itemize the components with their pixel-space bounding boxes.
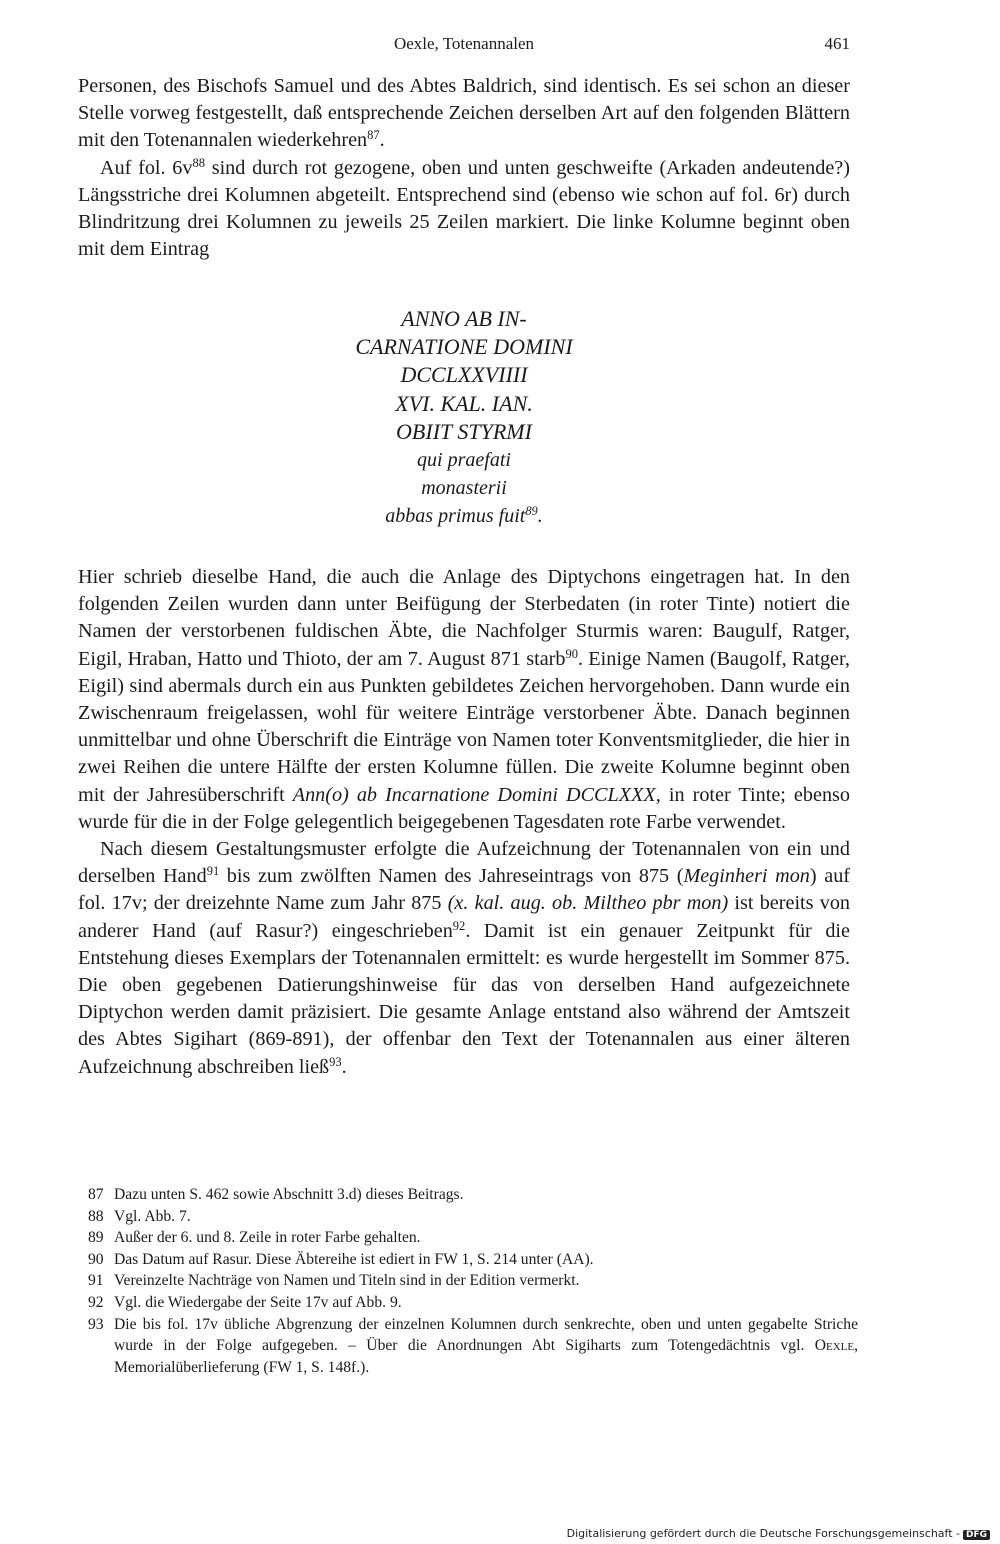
footnote-text: Vereinzelte Nachträge von Namen und Titeln sind in der Edition vermerkt. [114, 1272, 580, 1290]
footnote-text: Dazu unten S. 462 sowie Abschnitt 3.d) dieses Beitrags. [114, 1186, 464, 1203]
paragraph-text: . Einige Namen (Baugolf, Ratger, Eigil) sind abermals durch ein aus Punkten gebildetes Zeichen hervorgehoben. Dann wurde ein Zwischenraum freigelassen, wohl für weitere Einträge verstorbener Äbte. Danach beginnen unmittelbar und ohne Überschrift die Einträge von Namen toter Konventsmitglieder, die hier in zwei Reihen die untere Hälfte der ersten Kolumne füllen. Die zweite Kolumne beginnt oben mit der Jahresüberschrift [78, 647, 850, 806]
footnote-ref[interactable]: 87 [367, 128, 380, 143]
paragraph-text: Auf fol. 6v [100, 156, 193, 179]
punctuation: . [379, 129, 385, 152]
paragraph [78, 564, 850, 836]
punctuation: . [341, 1055, 347, 1078]
quote-line: monasterii [421, 477, 507, 500]
footnote-text-part: Die bis fol. 17v übliche Abgrenzung der einzelnen Kolumnen durch senkrechte, oben und unten gegabelte Striche wurde in der Folge aufgegeben. – Über die Anordnungen Abt Sigiharts zum Totengedächtnis vgl. [114, 1315, 858, 1355]
footnote-text-part: , Memorialüberlieferung (FW 1, S. 148f.). [114, 1337, 858, 1376]
footnote-number: 88 [88, 1207, 104, 1225]
page-header [78, 34, 850, 58]
author-name: Oexle [814, 1337, 855, 1355]
paragraph-text: . Damit ist ein genauer Zeitpunkt für die Entstehung dieses Exemplars der Totenannalen ermittelt: es wurde hergestellt im Sommer 875. Die oben gegebenen Datierungshinweise für das von derselben Hand aufgezeichnete Diptychon werden damit präzisiert. Die gesamte Anlage entstand also während der Amtszeit des Abtes Sigihart (869-891), der offenbar den Text der Totenannalen aus einer älteren Aufzeichnung abschreiben ließ [78, 919, 850, 1078]
italic-text: (x. kal. aug. ob. Miltheo pbr mon) [447, 892, 729, 915]
footnote [88, 1270, 858, 1292]
quote-line: qui praefati [417, 449, 511, 472]
paragraph-text: Hier schrieb dieselbe Hand, die auch die Anlage des Diptychons eingetragen hat. In den folgenden Zeilen wurden dann unter Beifügung der Sterbedaten (in roter Tinte) notiert die Namen der verstorbenen fuldischen Äbte, die Nachfolger Sturmis waren: Baugulf, Ratger, Eigil, Hraban, Hatto und Thioto, der am 7. August 871 starb [78, 566, 850, 670]
body-text-upper [78, 73, 850, 263]
footnote [88, 1292, 858, 1314]
footnote-number: 93 [88, 1315, 104, 1333]
footnote-number: 90 [88, 1250, 104, 1268]
footnote-text: Außer der 6. und 8. Zeile in roter Farbe gehalten. [114, 1229, 421, 1247]
quote-line: XVI. KAL. IAN. [395, 390, 533, 416]
footnote-text: Vgl. Abb. 7. [114, 1207, 191, 1225]
punctuation: . [537, 505, 543, 528]
running-title: Oexle, Totenannalen [393, 34, 535, 53]
footnote-number: 92 [88, 1293, 104, 1311]
footnote-ref[interactable]: 92 [452, 918, 466, 933]
footnote-ref[interactable]: 91 [206, 864, 220, 879]
quote-line: OBIIT STYRMI [396, 418, 532, 444]
paragraph-text: ist bereits von anderer Hand (auf Rasur?) eingeschrieben [78, 892, 851, 942]
paragraph-text: ) auf fol. 17v; der dreizehnte Name zum Jahr 875 [78, 865, 851, 915]
footnote-text: Das Datum auf Rasur. Diese Äbtereihe ist ediert in FW 1, S. 214 unter (AA). [114, 1250, 594, 1268]
footnote-ref[interactable]: 88 [192, 155, 205, 170]
italic-text: Meginheri mon [683, 865, 810, 888]
footnote [88, 1314, 858, 1379]
paragraph-text: Nach diesem Gestaltungsmuster erfolgte die Aufzeichnung der Totenannalen von ein und derselben Hand [78, 838, 850, 888]
footnote-number: 89 [88, 1229, 104, 1247]
dfg-logo: DFG [963, 1530, 990, 1540]
paragraph [78, 73, 850, 155]
footnote-ref[interactable]: 90 [565, 646, 578, 661]
footnote [88, 1227, 858, 1249]
latin-inscription-quote [78, 305, 850, 531]
footnote [88, 1206, 858, 1228]
digitization-credit [567, 1527, 990, 1540]
footnote-text: Vgl. die Wiedergabe der Seite 17v auf Abb. 9. [114, 1293, 402, 1311]
footnote-number: 91 [88, 1272, 104, 1290]
footnote-ref[interactable]: 89 [525, 504, 538, 519]
page-number: 461 [824, 34, 850, 53]
italic-text: Ann(o) ab Incarnatione Domini DCCLXXX, [292, 783, 661, 806]
footnote-ref[interactable]: 93 [329, 1054, 342, 1069]
quote-line: DCCLXXVIIII [400, 362, 528, 388]
paragraph-text: in roter Tinte; ebenso wurde für die in der Folge gelegentlich beigegebenen Tagesdaten rote Farbe verwendet. [78, 783, 850, 833]
credit-text: Digitalisierung gefördert durch die Deutsche Forschungsgemeinschaft - [566, 1527, 960, 1540]
paragraph-text: sind durch rot gezogene, oben und unten geschweifte (Arkaden andeutende?) Längsstriche drei Kolumnen abgeteilt. Entsprechend sind (ebenso wie schon auf fol. 6r) durch Blindritzung drei Kolumnen zu jeweils 25 Zeilen markiert. Die linke Kolumne beginnt oben mit dem Eintrag [78, 156, 850, 261]
quote-line: CARNATIONE DOMINI [355, 334, 573, 360]
quote-text: abbas primus fuit [385, 505, 526, 528]
footnote-text [114, 1314, 858, 1379]
body-text-lower [78, 564, 850, 1081]
quote-line: ANNO AB IN- [401, 306, 527, 331]
paragraph [78, 836, 850, 1081]
footnote [88, 1184, 858, 1206]
paragraph-text: bis zum zwölften Namen des Jahreseintrags von 875 ( [219, 865, 684, 888]
paragraph [78, 155, 850, 264]
footnote-number: 87 [88, 1186, 104, 1203]
footnote [88, 1249, 858, 1271]
footnotes [88, 1184, 858, 1378]
quote-line [78, 502, 850, 530]
paragraph-text: Personen, des Bischofs Samuel und des Abtes Baldrich, sind identisch. Es sei schon an dieser Stelle vorweg festgestellt, daß entsprechende Zeichen derselben Art auf den folgenden Blättern mit den Totenannalen wiederkehren [78, 75, 850, 152]
